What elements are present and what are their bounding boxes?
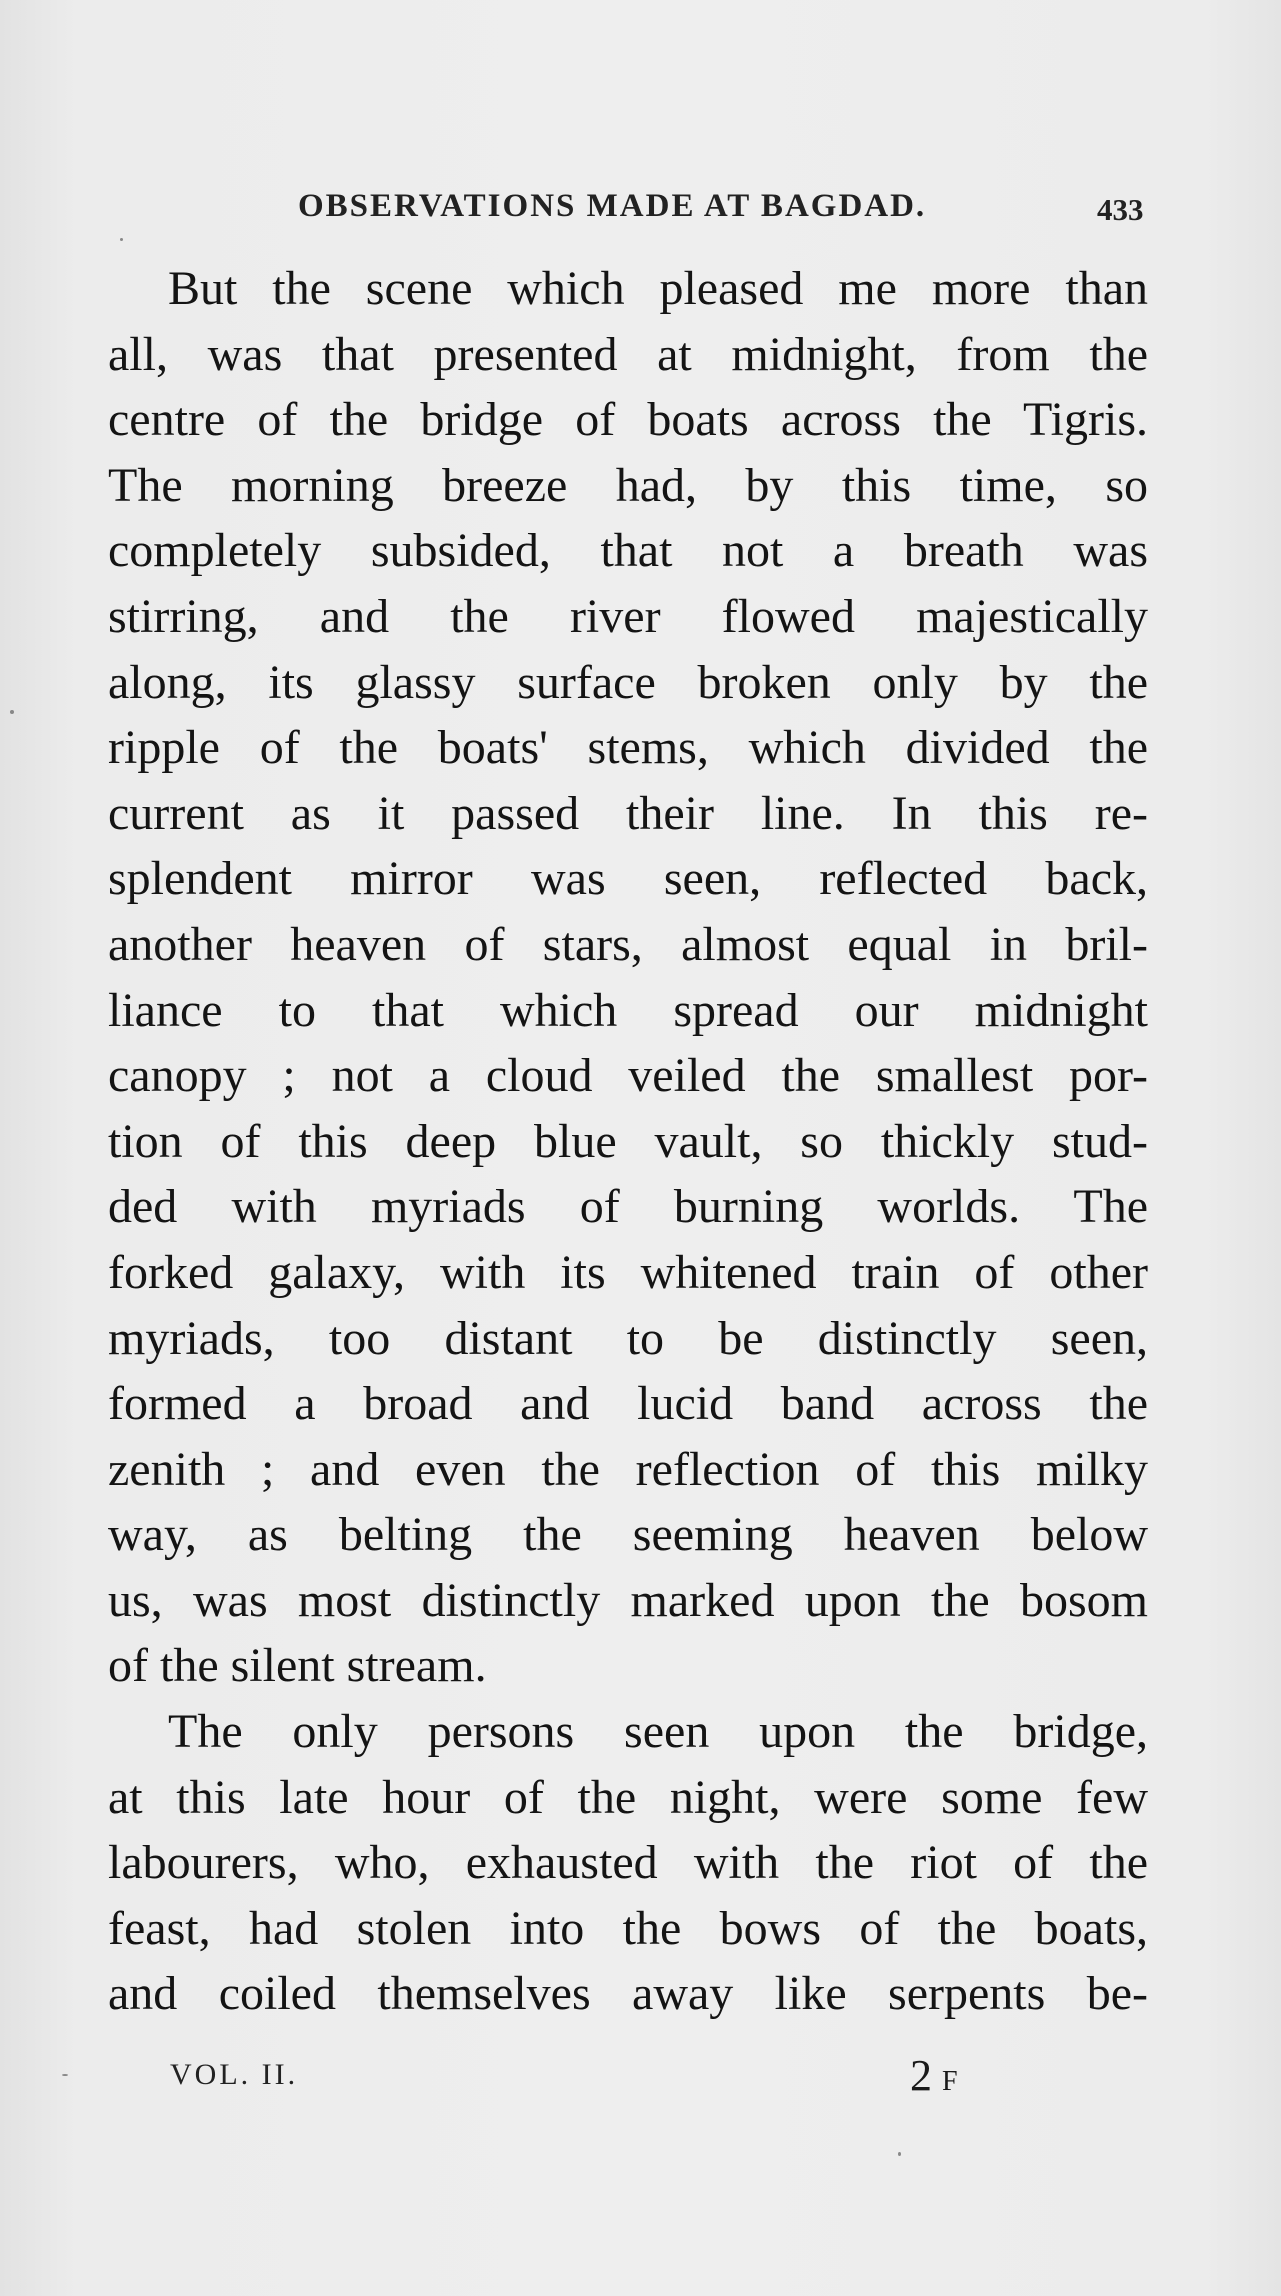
text-line: another heaven of stars, almost equal in bril- xyxy=(108,917,1148,971)
text-line: stirring, and the river flowed majestically xyxy=(108,589,1148,643)
text-line: us, was most distinctly marked upon the bosom xyxy=(108,1573,1148,1627)
paper-speck xyxy=(120,238,123,241)
text-line: tion of this deep blue vault, so thickly stud- xyxy=(108,1114,1148,1168)
paper-speck xyxy=(62,2074,68,2076)
running-head xyxy=(0,188,1281,238)
text-line: formed a broad and lucid band across the xyxy=(108,1377,1148,1431)
body-text xyxy=(108,256,1148,2027)
text-line: The only persons seen upon the bridge, xyxy=(168,1705,1148,1759)
text-line: and coiled themselves away like serpents be- xyxy=(108,1967,1148,2021)
paper-speck xyxy=(898,2152,901,2156)
paragraph-1 xyxy=(108,256,1148,1699)
text-line: canopy ; not a cloud veiled the smallest por- xyxy=(108,1049,1148,1103)
text-line: way, as belting the seeming heaven below xyxy=(108,1508,1148,1562)
text-line: current as it passed their line. In this re- xyxy=(108,786,1148,840)
text-line: along, its glassy surface broken only by the xyxy=(108,655,1148,709)
paragraph-2 xyxy=(108,1699,1148,2027)
text-line: forked galaxy, with its whitened train of other xyxy=(108,1245,1148,1299)
text-line: all, was that presented at midnight, from the xyxy=(108,327,1148,381)
text-line: completely subsided, that not a breath was xyxy=(108,524,1148,578)
signature-mark xyxy=(910,2050,960,2101)
text-line: feast, had stolen into the bows of the boats, xyxy=(108,1901,1148,1955)
text-line: ded with myriads of burning worlds. The xyxy=(108,1180,1148,1234)
text-line: at this late hour of the night, were some few xyxy=(108,1770,1148,1824)
running-head-title: OBSERVATIONS MADE AT BAGDAD. xyxy=(298,188,927,224)
signature-letter: F xyxy=(942,2066,960,2097)
text-line: splendent mirror was seen, reflected back, xyxy=(108,852,1148,906)
text-line: centre of the bridge of boats across the Tigris. xyxy=(108,393,1148,447)
volume-label: VOL. II. xyxy=(170,2058,299,2091)
text-line: zenith ; and even the reflection of this milky xyxy=(108,1442,1148,1496)
text-line: labourers, who, exhausted with the riot of the xyxy=(108,1836,1148,1890)
text-line: myriads, too distant to be distinctly seen, xyxy=(108,1311,1148,1365)
page-number: 433 xyxy=(1097,192,1144,227)
page-footer xyxy=(0,2051,1281,2108)
text-line: of the silent stream. xyxy=(108,1639,487,1693)
text-line: The morning breeze had, by this time, so xyxy=(108,458,1148,512)
text-line: ripple of the boats' stems, which divided the xyxy=(108,721,1148,775)
paper-speck xyxy=(10,710,14,714)
text-line: But the scene which pleased me more than xyxy=(168,262,1148,315)
signature-number: 2 xyxy=(910,2051,932,2100)
text-line: liance to that which spread our midnight xyxy=(108,983,1148,1037)
